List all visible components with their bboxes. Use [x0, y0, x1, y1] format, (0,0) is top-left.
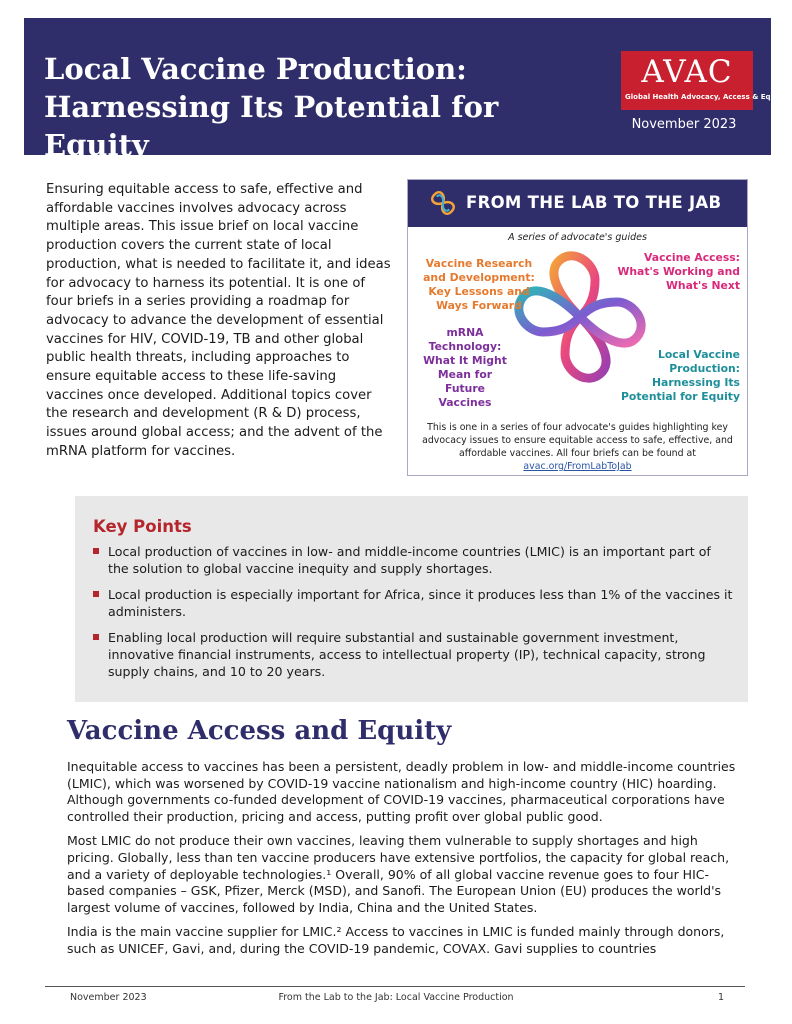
body-paragraph: India is the main vaccine supplier for LMIC.² Access to vaccines in LMIC is funded mainly through donors, such as UNICEF, Gavi, and, during the COVID-19 pandemic, COVAX. Gavi supplies to countries: [67, 924, 725, 957]
guide-vaccine-access: Vaccine Access: What's Working and What's Next: [617, 251, 740, 292]
guide-research-development: Vaccine Research and Development: Key Lessons and Ways Forward: [423, 257, 535, 312]
page-number: 1: [718, 992, 725, 1003]
logo-tagline: Global Health Advocacy, Access & Equity: [625, 93, 786, 101]
key-point-item: [93, 543, 733, 577]
section-heading: Vaccine Access and Equity: [67, 716, 452, 746]
key-point-text: Local production of vaccines in low- and middle-income countries (LMIC) is an important part of the solution to global vaccine inequity and supply shortages.: [108, 544, 711, 576]
key-point-item: [93, 586, 733, 620]
intro-paragraph: Ensuring equitable access to safe, effective and affordable vaccines involves advocacy across multiple areas. This issue brief on local vaccine production covers the current state of local production, what is needed to facilitate it, and ideas for advocacy to harness its potential. It is one of four briefs in a series providing a roadmap for advocacy to advance the development of essential vaccines for HIV, COVID-19, TB and other global public health threats, including approaches to ensure equitable access to these life-saving vaccines once developed. Additional topics cover the research and development (R & D) process, issues around global access; and the advent of the mRNA platform for vaccines.: [46, 182, 391, 459]
bullet-square-icon: [93, 591, 99, 597]
series-note: [416, 421, 739, 473]
series-box-header: [408, 180, 747, 227]
infinity-loop-icon: [426, 186, 460, 220]
series-note-text: This is one in a series of four advocate's guides highlighting key advocacy issues to ensure equitable access to safe, effective, and affordable vaccines. All four briefs can be found at: [422, 422, 733, 459]
series-subtitle: A series of advocate's guides: [508, 232, 647, 243]
header-date: November 2023: [631, 117, 737, 132]
section-body: [67, 759, 739, 965]
footer-title: From the Lab to the Jab: Local Vaccine Production: [278, 992, 514, 1003]
bullet-square-icon: [93, 548, 99, 554]
header-banner: [24, 18, 786, 162]
bullet-square-icon: [93, 634, 99, 640]
footer-divider: [45, 986, 745, 987]
series-link[interactable]: avac.org/FromLabToJab: [523, 461, 632, 472]
key-points-panel: [75, 496, 748, 702]
title-line-1: Local Vaccine Production:: [44, 52, 467, 86]
key-point-text: Enabling local production will require substantial and sustainable government investment, innovative financial instruments, access to intellectual property (IP), technical capacity, strong supply chains, and 10 to 20 years.: [108, 630, 706, 679]
key-point-item: [93, 629, 733, 680]
series-title: FROM THE LAB TO THE JAB: [466, 193, 722, 212]
avac-logo: [621, 51, 786, 110]
key-points-title: Key Points: [93, 517, 192, 536]
guide-mrna-technology: mRNA Technology: What It Might Mean for Future Vaccines: [423, 326, 507, 409]
key-points-list: [93, 543, 733, 689]
key-point-text: Local production is especially important for Africa, since it produces less than 1% of the vaccines it administers.: [108, 587, 733, 619]
footer-date: November 2023: [70, 992, 147, 1003]
series-box: [407, 179, 748, 476]
body-paragraph: Inequitable access to vaccines has been a persistent, deadly problem in low- and middle-income countries (LMIC), which was worsened by COVID-19 vaccine nationalism and high-income country (HIC) hoarding. Although governments co-funded development of COVID-19 vaccines, pharmaceutical corporations have controlled their production, pricing and access, putting profit over global public good.: [67, 759, 736, 825]
body-paragraph: Most LMIC do not produce their own vaccines, leaving them vulnerable to supply shortages and high pricing. Globally, less than ten vaccine producers have extensive portfolios, the capacity for global reach, and a variety of deployable technologies.¹ Overall, 90% of all global vaccine revenue goes to four HIC-based companies – GSK, Pfizer, Merck (MSD), and Sanofi. The European Union (EU) produces the world's largest volume of vaccines, followed by India, China and the United States.: [67, 833, 730, 916]
title-line-2: Harnessing Its Potential for Equity: [44, 90, 499, 162]
page-title: [44, 50, 604, 164]
guide-local-production: Local Vaccine Production: Harnessing Its Potential for Equity: [621, 348, 740, 403]
logo-text: AVAC: [641, 54, 733, 90]
